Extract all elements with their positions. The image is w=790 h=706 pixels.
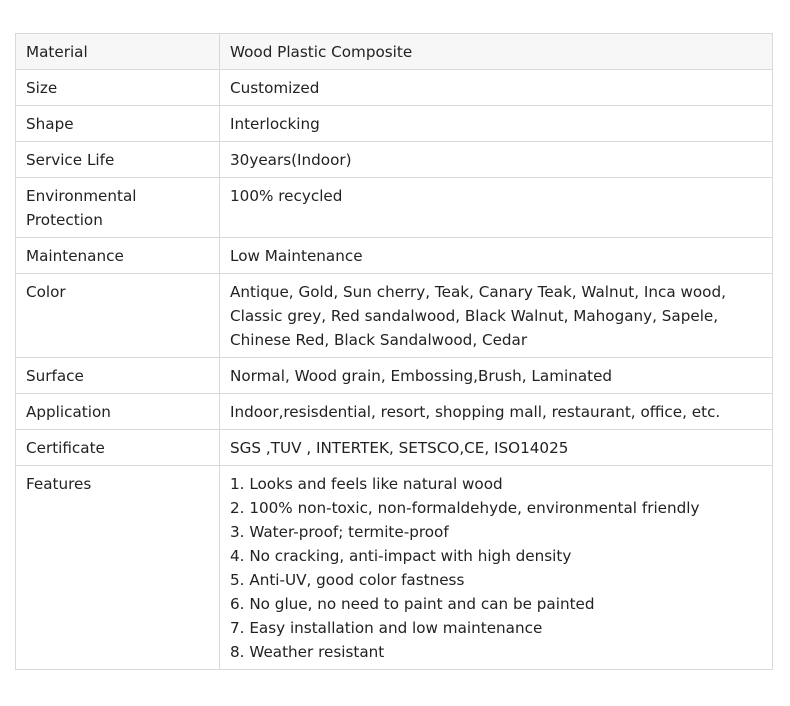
spec-value bbox=[220, 106, 773, 142]
spec-value bbox=[220, 274, 773, 358]
table-row bbox=[16, 466, 773, 670]
spec-table-body bbox=[16, 34, 773, 670]
spec-value-line: Customized bbox=[230, 79, 320, 97]
spec-label: Color bbox=[16, 274, 220, 358]
spec-value-line: 4. No cracking, anti-impact with high density bbox=[230, 547, 572, 565]
spec-label: Features bbox=[16, 466, 220, 670]
product-spec-table bbox=[15, 33, 773, 670]
spec-value-line: Interlocking bbox=[230, 115, 320, 133]
table-row bbox=[16, 34, 773, 70]
table-row bbox=[16, 178, 773, 238]
spec-value-line: 1. Looks and feels like natural wood bbox=[230, 475, 503, 493]
spec-value-line: 6. No glue, no need to paint and can be painted bbox=[230, 595, 595, 613]
table-row bbox=[16, 274, 773, 358]
spec-label: Service Life bbox=[16, 142, 220, 178]
spec-value-line: Antique, Gold, Sun cherry, Teak, Canary Teak, Walnut, Inca wood, bbox=[230, 283, 726, 301]
spec-value bbox=[220, 142, 773, 178]
spec-value-line: Chinese Red, Black Sandalwood, Cedar bbox=[230, 331, 528, 349]
spec-value-line: 30years(Indoor) bbox=[230, 151, 352, 169]
spec-value-line: 7. Easy installation and low maintenance bbox=[230, 619, 543, 637]
spec-value bbox=[220, 394, 773, 430]
spec-value-line: Indoor,resisdential, resort, shopping mall, restaurant, office, etc. bbox=[230, 403, 721, 421]
table-row bbox=[16, 430, 773, 466]
spec-value bbox=[220, 430, 773, 466]
spec-label: Environmental Protection bbox=[16, 178, 220, 238]
spec-value bbox=[220, 358, 773, 394]
spec-value bbox=[220, 70, 773, 106]
table-row bbox=[16, 70, 773, 106]
spec-label: Application bbox=[16, 394, 220, 430]
spec-label: Maintenance bbox=[16, 238, 220, 274]
table-row bbox=[16, 394, 773, 430]
table-row bbox=[16, 106, 773, 142]
spec-value-line: SGS ,TUV , INTERTEK, SETSCO,CE, ISO14025 bbox=[230, 439, 569, 457]
table-row bbox=[16, 142, 773, 178]
spec-value bbox=[220, 34, 773, 70]
spec-value-line: 5. Anti-UV, good color fastness bbox=[230, 571, 465, 589]
spec-value bbox=[220, 466, 773, 670]
spec-value-line: 8. Weather resistant bbox=[230, 643, 385, 661]
table-row bbox=[16, 238, 773, 274]
spec-label: Certificate bbox=[16, 430, 220, 466]
spec-value-line: Wood Plastic Composite bbox=[230, 43, 413, 61]
spec-value-line: 2. 100% non-toxic, non-formaldehyde, environmental friendly bbox=[230, 499, 700, 517]
spec-value-line: Low Maintenance bbox=[230, 247, 363, 265]
spec-value-line: 3. Water-proof; termite-proof bbox=[230, 523, 449, 541]
spec-value-line: 100% recycled bbox=[230, 187, 343, 205]
spec-label: Surface bbox=[16, 358, 220, 394]
table-row bbox=[16, 358, 773, 394]
spec-value-line: Classic grey, Red sandalwood, Black Walnut, Mahogany, Sapele, bbox=[230, 307, 719, 325]
spec-value bbox=[220, 178, 773, 238]
spec-label: Material bbox=[16, 34, 220, 70]
spec-value-line: Normal, Wood grain, Embossing,Brush, Laminated bbox=[230, 367, 613, 385]
spec-label: Shape bbox=[16, 106, 220, 142]
spec-label: Size bbox=[16, 70, 220, 106]
spec-value bbox=[220, 238, 773, 274]
